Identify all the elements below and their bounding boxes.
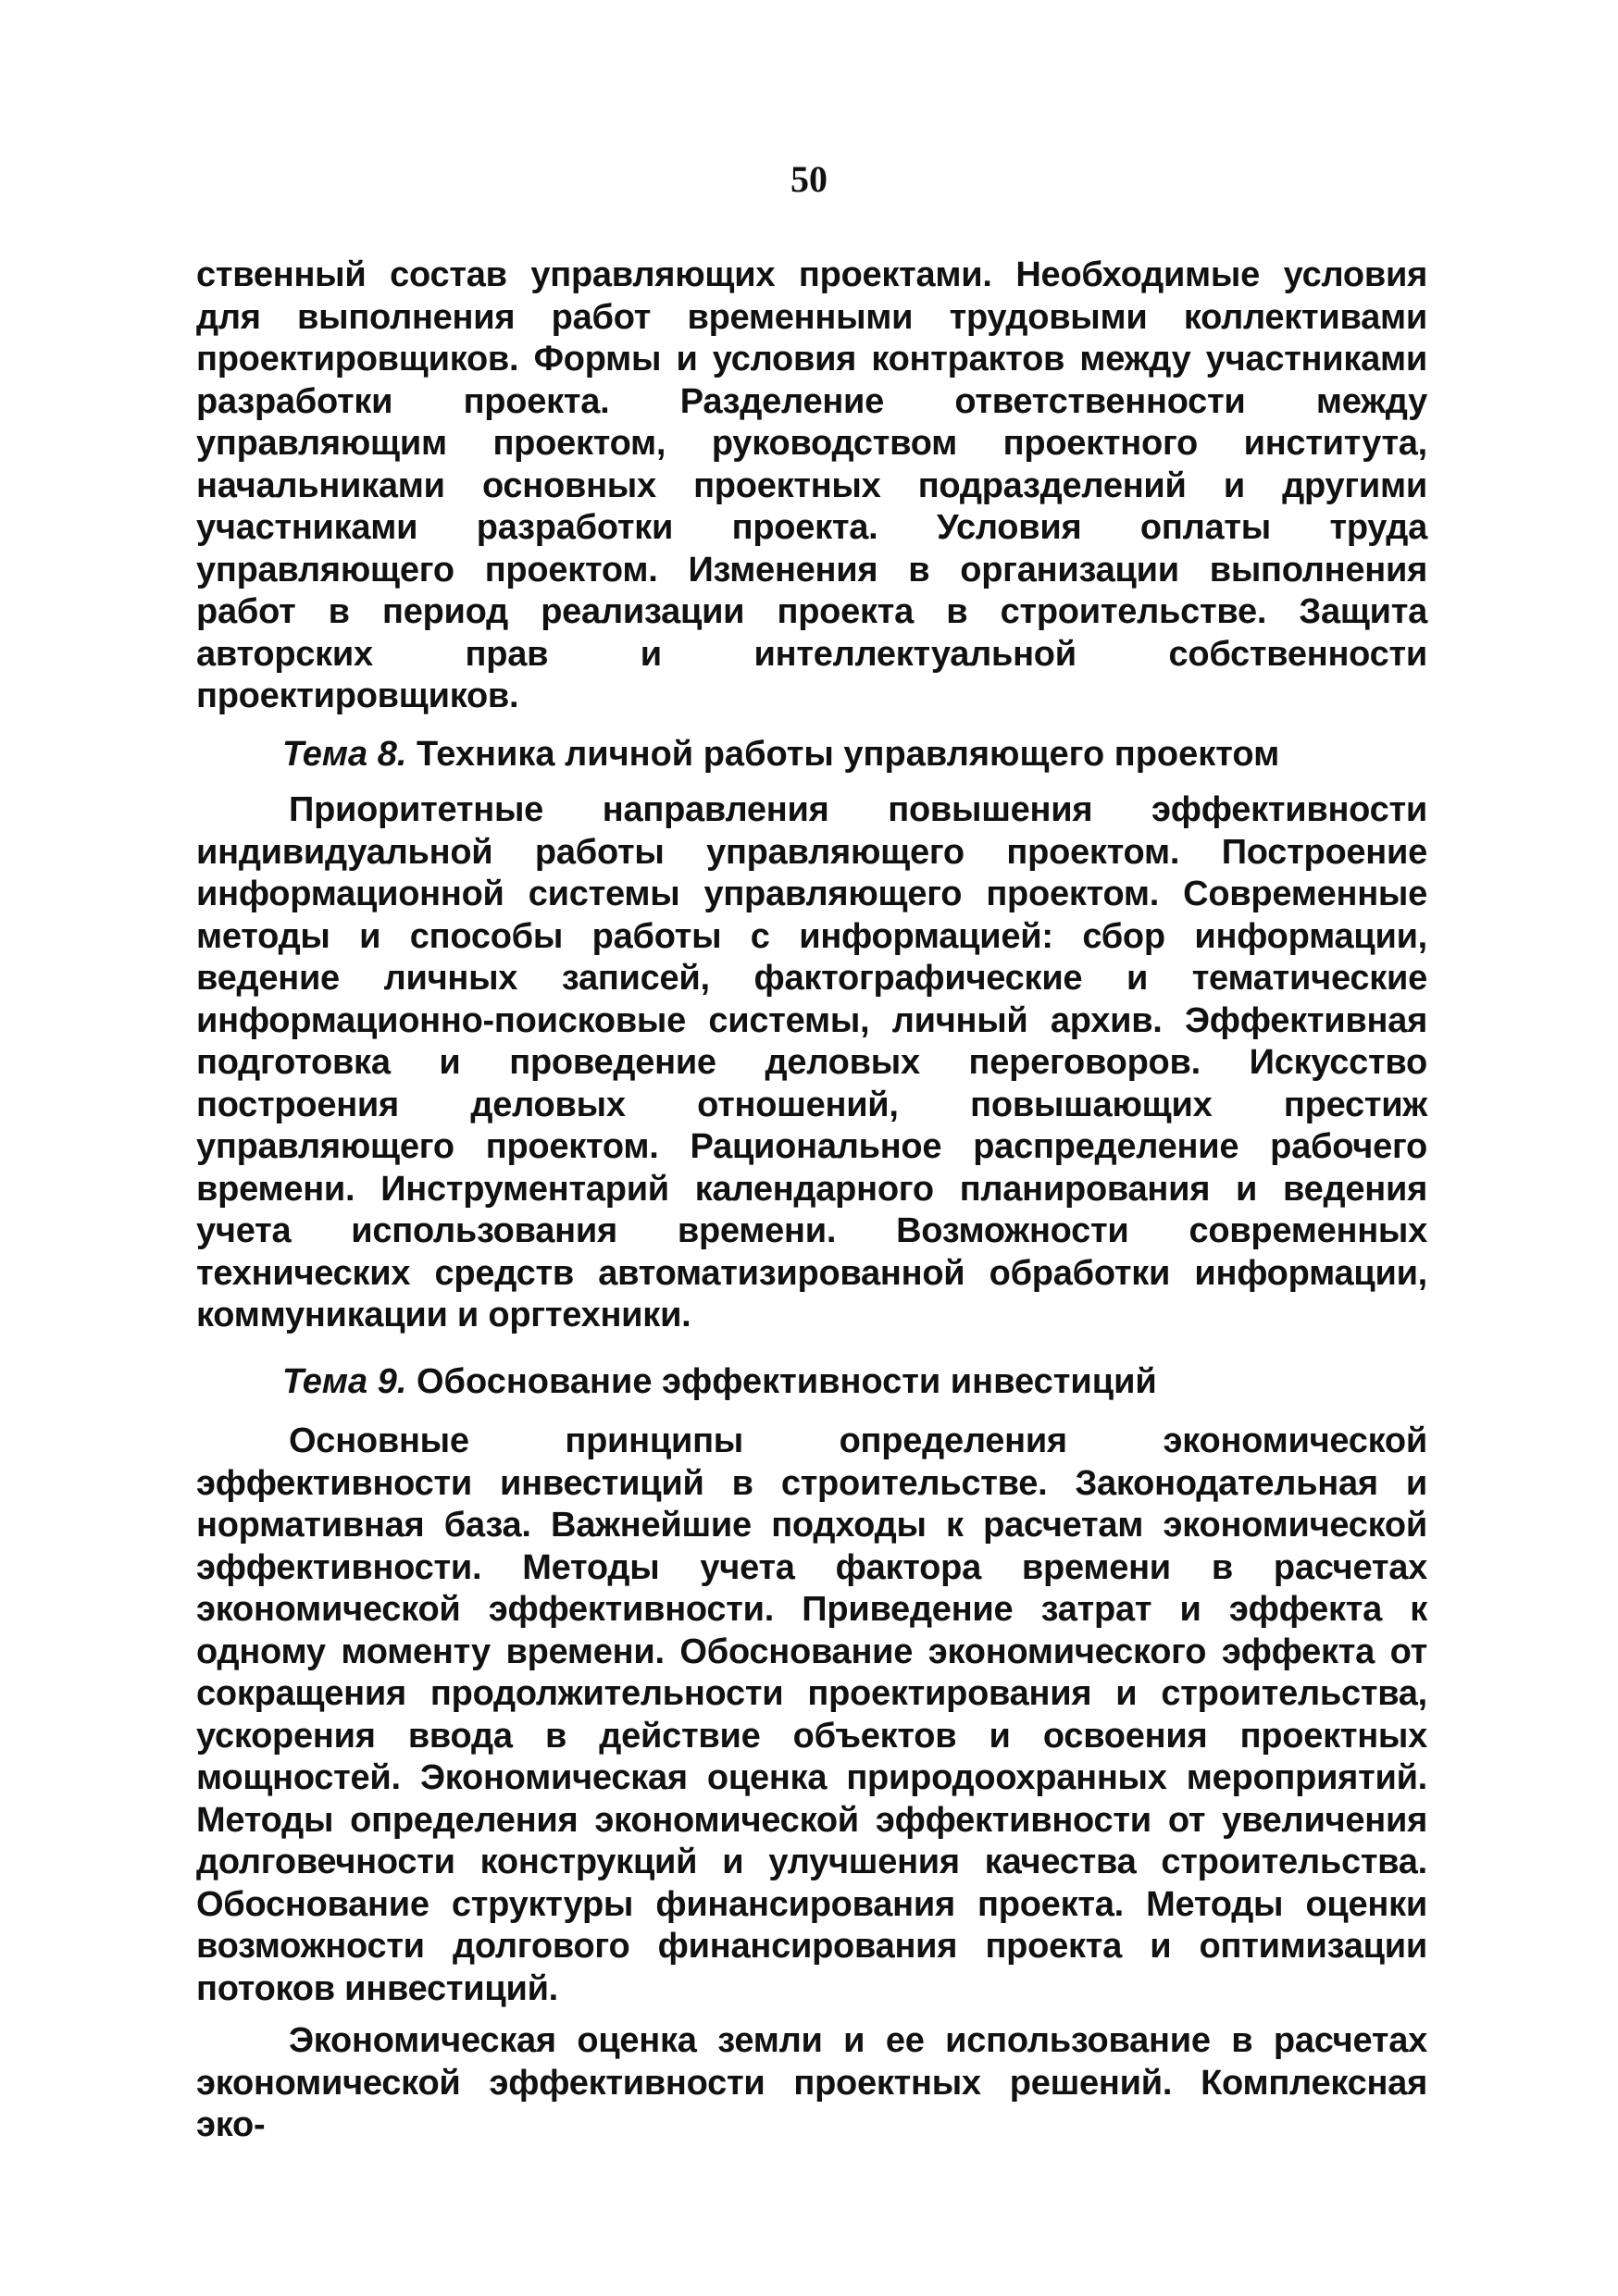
- intro-section: [196, 254, 1427, 718]
- continuation-paragraph: Экономическая оценка земли и ее использование в расчетах экономической эффективности проектных решений. Комплексная эко-: [196, 2021, 1427, 2144]
- topic-8-label: Тема 8.: [282, 735, 407, 774]
- topic-9-section: [196, 1421, 1427, 2010]
- topic-9-paragraph: Основные принципы определения экономической эффективности инвестиций в строительстве. Законодательная и нормативная база. Важнейшие подходы к расчетам экономической эффективности. Методы учета фактора времени в расчетах экономической эффективности. Приведение затрат и эффекта к одному моменту времени. Обоснование экономического эффекта от сокращения продолжительности проектирования и строительства, ускорения ввода в действие объектов и освоения проектных мощностей. Экономическая оценка природоохранных мероприятий. Методы определения экономической эффективности от увеличения долговечности конструкций и улучшения качества строительства. Обоснование структуры финансирования проекта. Методы оценки возможности долгового финансирования проекта и оптимизации потоков инвестиций.: [196, 1421, 1427, 2008]
- topic-8-paragraph: Приоритетные направления повышения эффективности индивидуальной работы управляющего проектом. Построение информационной системы управляющего проектом. Современные методы и способы работы с информацией: сбор информации, ведение личных записей, фактографические и тематические информационно-поисковые системы, личный архив. Эффективная подготовка и проведение деловых переговоров. Искусство построения деловых отношений, повышающих престиж управляющего проектом. Рациональное распределение рабочего времени. Инструментарий календарного планирования и ведения учета использования времени. Возможности современных технических средств автоматизированной обработки информации, коммуникации и оргтехники.: [196, 790, 1427, 1334]
- topic-9-heading: [282, 1360, 1430, 1403]
- topic-9-label: Тема 9.: [282, 1362, 407, 1401]
- topic-8-heading: [282, 733, 1430, 776]
- page-number: 50: [790, 158, 828, 200]
- topic-8-title: Техника личной работы управляющего проектом: [416, 735, 1280, 774]
- continuation-section: [196, 2020, 1427, 2147]
- intro-paragraph: ственный состав управляющих проектами. Необходимые условия для выполнения работ временными трудовыми коллективами проектировщиков. Формы и условия контрактов между участниками разработки проекта. Разделение ответственности между управляющим проектом, руководством проектного института, начальниками основных проектных подразделений и другими участниками разработки проекта. Условия оплаты труда управляющего проектом. Изменения в организации выполнения работ в период реализации проекта в строительстве. Защита авторских прав и интеллектуальной собственности проектировщиков.: [196, 255, 1427, 715]
- topic-8-section: [196, 789, 1427, 1337]
- topic-9-title: Обоснование эффективности инвестиций: [416, 1362, 1157, 1401]
